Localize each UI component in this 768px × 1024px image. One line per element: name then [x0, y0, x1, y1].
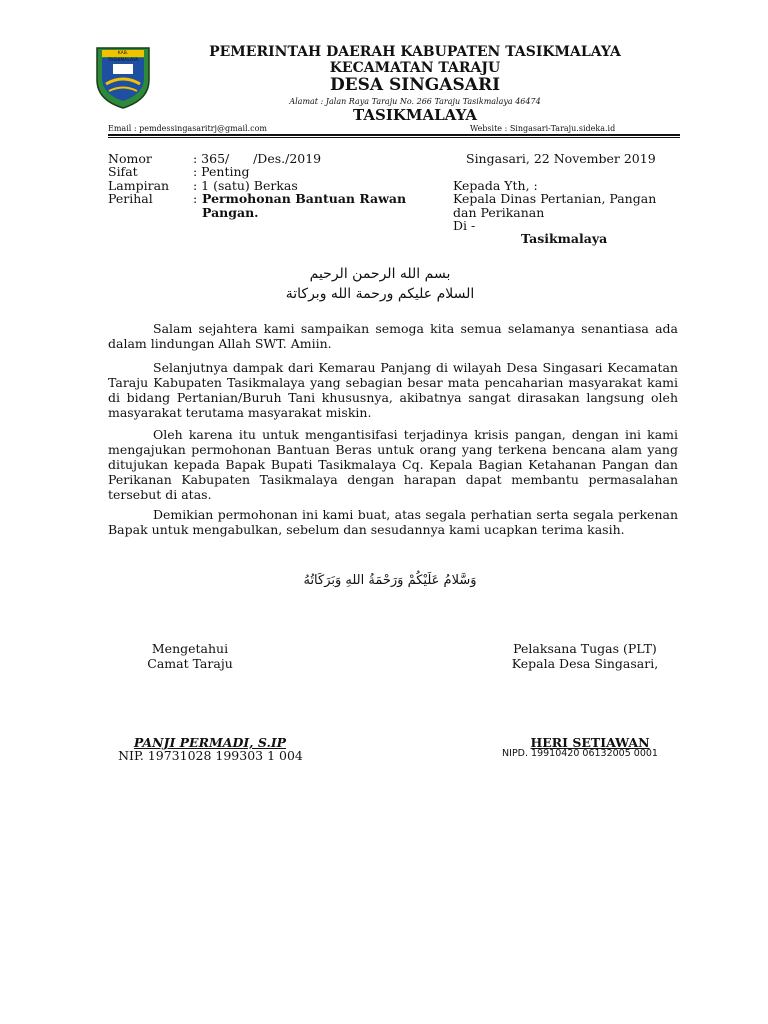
logo-text: KAB. TASIKMALAYA — [107, 51, 139, 63]
paragraph-greeting: Salam sejahtera kami sampaikan semoga kita semua selamanya senantiasa ada dalam lindungan Allah SWT. Amiin. — [108, 321, 678, 351]
sifat-label: Sifat — [108, 164, 138, 179]
letterhead-rule-thin — [108, 137, 680, 138]
letter-date: Singasari, 22 November 2019 — [466, 151, 656, 166]
letterhead-district: KECAMATAN TARAJU — [329, 60, 501, 76]
salam-calligraphy: السلام عليكم ورحمة الله وبركاتة — [285, 286, 475, 302]
signer-left-nip: NIP. 19731028 199303 1 004 — [118, 748, 303, 763]
signer-right-position: Kepala Desa Singasari, — [511, 656, 659, 671]
recipient-di: Di - — [453, 218, 476, 233]
signer-right-nip: NIPD. 19910420 06132005 0001 — [502, 748, 658, 759]
recipient-line2: dan Perikanan — [453, 205, 545, 220]
letterhead-village: DESA SINGASARI — [329, 75, 501, 95]
regency-logo — [93, 44, 153, 110]
letterhead-address: Alamat : Jalan Raya Taraju No. 266 Taraju Tasikmalaya 46474 — [289, 97, 541, 106]
perihal-value-cont: Pangan. — [202, 205, 259, 220]
closing-salam: وَسَّلامُ عَلَيْكُمْ وَرَحْمَةُ اللهِ وَبَرَكَاتُهُ — [303, 573, 477, 588]
nomor-label: Nomor — [108, 151, 152, 166]
recipient-line1: Kepala Dinas Pertanian, Pangan — [453, 191, 657, 206]
letterhead-website: Website : Singasari-Taraju.sideka.id — [470, 124, 616, 133]
paragraph-request: Oleh karena itu untuk mengantisifasi terjadinya krisis pangan, dengan ini kami mengajukan permohonan Bantuan Beras untuk orang yang terkena bencana alam yang ditujukan kepada Bapak Bupati Tasikmalaya Cq. Kepala Bagian Ketahanan Pangan dan Perikanan Kabupaten Tasikmalaya dengan harapan dapat membantu permasalahan tersebut di atas. — [108, 427, 678, 502]
lampiran-label: Lampiran — [108, 178, 170, 193]
signer-left-title: Mengetahui — [151, 641, 229, 656]
recipient-city: Tasikmalaya — [521, 231, 608, 246]
paragraph-closing: Demikian permohonan ini kami buat, atas segala perhatian serta segala perkenan Bapak untuk mengabulkan, sebelum dan sesudannya kami ucapkan terima kasih. — [108, 507, 678, 537]
signer-right-name: HERI SETIAWAN — [530, 735, 650, 750]
signer-left-position: Camat Taraju — [147, 656, 233, 671]
signer-left-name: PANJI PERMADI, S.IP — [133, 735, 287, 750]
letterhead-government: PEMERINTAH DAERAH KABUPATEN TASIKMALAYA — [209, 44, 621, 60]
sifat-value: : Penting — [193, 164, 250, 179]
paragraph-background: Selanjutnya dampak dari Kemarau Panjang di wilayah Desa Singasari Kecamatan Taraju Kabupaten Tasikmalaya yang sebagian besar mata pencaharian masyarakat kami di bidang Pertanian/Buruh Tani khususnya, akibatnya sangat dirasakan langsung oleh masyarakat terutama masyarakat miskin. — [108, 360, 678, 420]
letterhead-email: Email : pemdessingasaritrj@gmail.com — [108, 124, 267, 133]
perihal-value: Permohonan Bantuan Rawan — [202, 191, 407, 206]
perihal-colon: : — [193, 191, 198, 206]
signer-right-title: Pelaksana Tugas (PLT) — [513, 641, 657, 656]
perihal-label: Perihal — [108, 191, 153, 206]
recipient-label: Kepada Yth, : — [453, 178, 538, 193]
lampiran-value: : 1 (satu) Berkas — [193, 178, 298, 193]
nomor-value: : 365/ /Des./2019 — [193, 151, 322, 166]
basmala-calligraphy: بسم الله الرحمن الرحيم — [309, 266, 451, 282]
letterhead-rule — [108, 134, 680, 136]
letterhead-city: TASIKMALAYA — [353, 106, 477, 124]
